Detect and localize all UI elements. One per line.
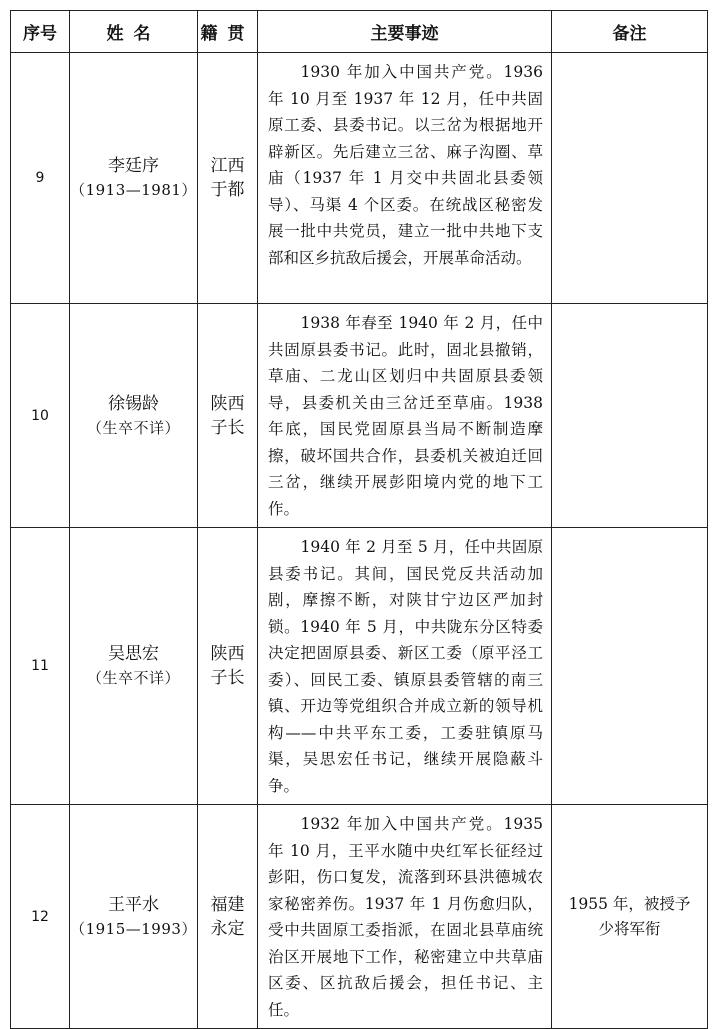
deeds-text: 1930 年加入中国共产党。1936 年 10 月至 1937 年 12 月，任中共固原工委、县委书记。以三岔为根据地开辟新区。先后建立三岔、麻子沟圈、草庙（1937 年 1 月交中共固北县委领导）、马渠 4 个区委。在统战区秘密发展一批中共党员，建立一批中共地下支部和区乡抗敌后援会，开展革命活动。 (268, 63, 543, 267)
origin-county: 于都 (210, 180, 245, 200)
deeds-cell (258, 53, 552, 304)
person-name: 李廷序 (108, 156, 159, 176)
origin-cell (198, 304, 258, 528)
deeds-cell (258, 304, 552, 528)
origin-province: 江西 (210, 156, 245, 176)
table-row (11, 805, 708, 1029)
origin-province: 陕西 (210, 644, 245, 664)
person-cell (70, 528, 198, 805)
person-lifespan: （1913—1981） (70, 181, 197, 199)
deeds-cell (258, 805, 552, 1029)
person-name: 王平水 (108, 894, 159, 915)
note-cell: 1955 年，被授予少将军衔 (552, 805, 708, 1029)
origin-cell (198, 528, 258, 805)
person-cell (70, 805, 198, 1029)
cadre-table (10, 10, 708, 1029)
origin-cell (198, 53, 258, 304)
origin-cell (198, 805, 258, 1029)
row-index: 10 (11, 304, 70, 528)
note-cell (552, 304, 708, 528)
person-cell (70, 304, 198, 528)
origin-province: 陕西 (210, 393, 245, 414)
origin-province: 福建 (210, 894, 245, 915)
table-row (11, 304, 708, 528)
header-index: 序号 (11, 11, 70, 53)
deeds-cell (258, 528, 552, 805)
table-row (11, 528, 708, 805)
deeds-text: 1940 年 2 月至 5 月，任中共固原县委书记。其间，国民党反共活动加剧，摩擦不断，对陕甘宁边区严加封锁。1940 年 5 月，中共陇东分区特委决定把固原县委、新区工委（原平泾工委）、回民工委、镇原县委管辖的南三镇、开边等党组织合并成立新的领导机构——中共平东工委，工委驻镇原马渠，吴思宏任书记，继续开展隐蔽斗争。 (268, 538, 543, 795)
origin-county: 永定 (210, 918, 245, 939)
deeds-text: 1938 年春至 1940 年 2 月，任中共固原县委书记。此时，固北县撤销，草庙、二龙山区划归中共固原县委领导，县委机关由三岔迁至草庙。1938 年底，国民党固原县当局不断制造摩擦，破坏国共合作，县委机关被迫迁回三岔，继续开展彭阳境内党的地下工作。 (268, 314, 543, 518)
note-cell (552, 53, 708, 304)
origin-county: 子长 (210, 668, 245, 688)
header-note: 备注 (552, 11, 708, 53)
header-deeds: 主要事迹 (258, 11, 552, 53)
note-cell (552, 528, 708, 805)
person-lifespan: （生卒不详） (86, 418, 180, 437)
person-lifespan: （生卒不详） (86, 669, 180, 687)
person-name: 徐锡龄 (108, 393, 159, 414)
person-name: 吴思宏 (108, 644, 159, 664)
origin-county: 子长 (210, 417, 245, 438)
deeds-text: 1932 年加入中国共产党。1935 年 10 月，王平水随中央红军长征经过彭阳，伤口复发，流落到环县洪德城农家秘密养伤。1937 年 1 月伤愈归队，受中共固原工委指派，在固北县草庙统治区开展地下工作，秘密建立中共草庙区委、区抗敌后援会，担任书记、主任。 (268, 815, 543, 1019)
table-header-row (11, 11, 708, 53)
row-index: 11 (11, 528, 70, 805)
person-cell (70, 53, 198, 304)
header-origin: 籍贯 (198, 11, 258, 53)
table-row (11, 53, 708, 304)
row-index: 12 (11, 805, 70, 1029)
header-name: 姓名 (70, 11, 198, 53)
person-lifespan: （1915—1993） (70, 919, 197, 938)
row-index: 9 (11, 53, 70, 304)
